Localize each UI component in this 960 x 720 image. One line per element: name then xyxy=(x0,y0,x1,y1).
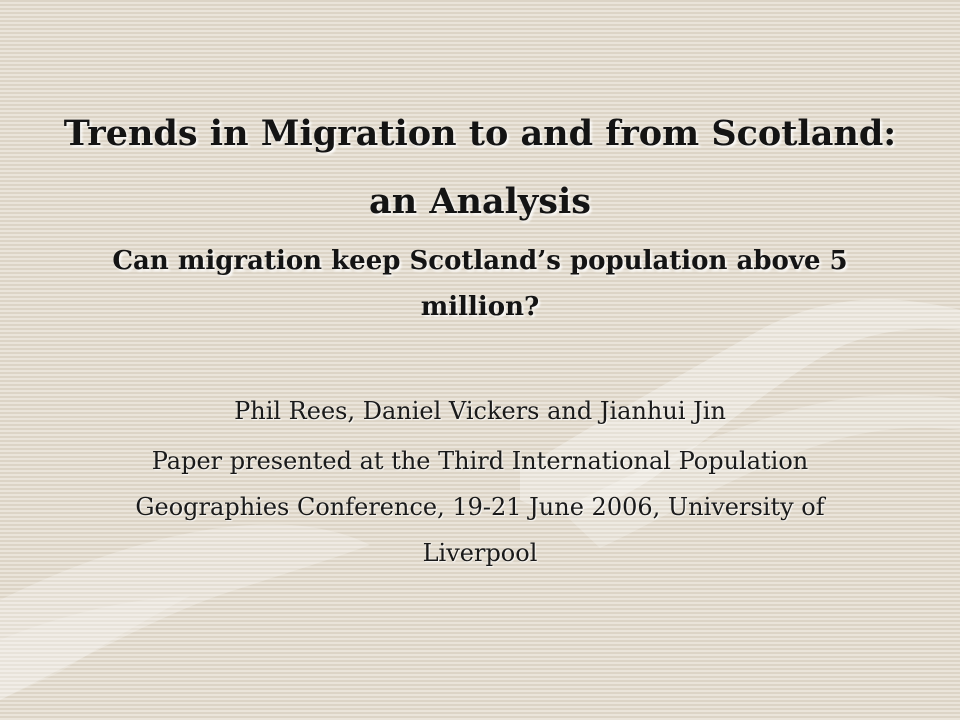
slide-title: Trends in Migration to and from Scotland: an Analysis xyxy=(63,113,897,222)
paper-note-text: Paper presented at the Third International Population Geographies Conference, 19-21 June 2006, University of Liverpool xyxy=(135,447,825,567)
slide-subtitle: Can migration keep Scotland’s population above 5 million? xyxy=(112,246,848,322)
title-block xyxy=(60,100,900,330)
slide-body xyxy=(120,388,840,576)
authors-text: Phil Rees, Daniel Vickers and Jianhui Jin xyxy=(234,397,726,425)
